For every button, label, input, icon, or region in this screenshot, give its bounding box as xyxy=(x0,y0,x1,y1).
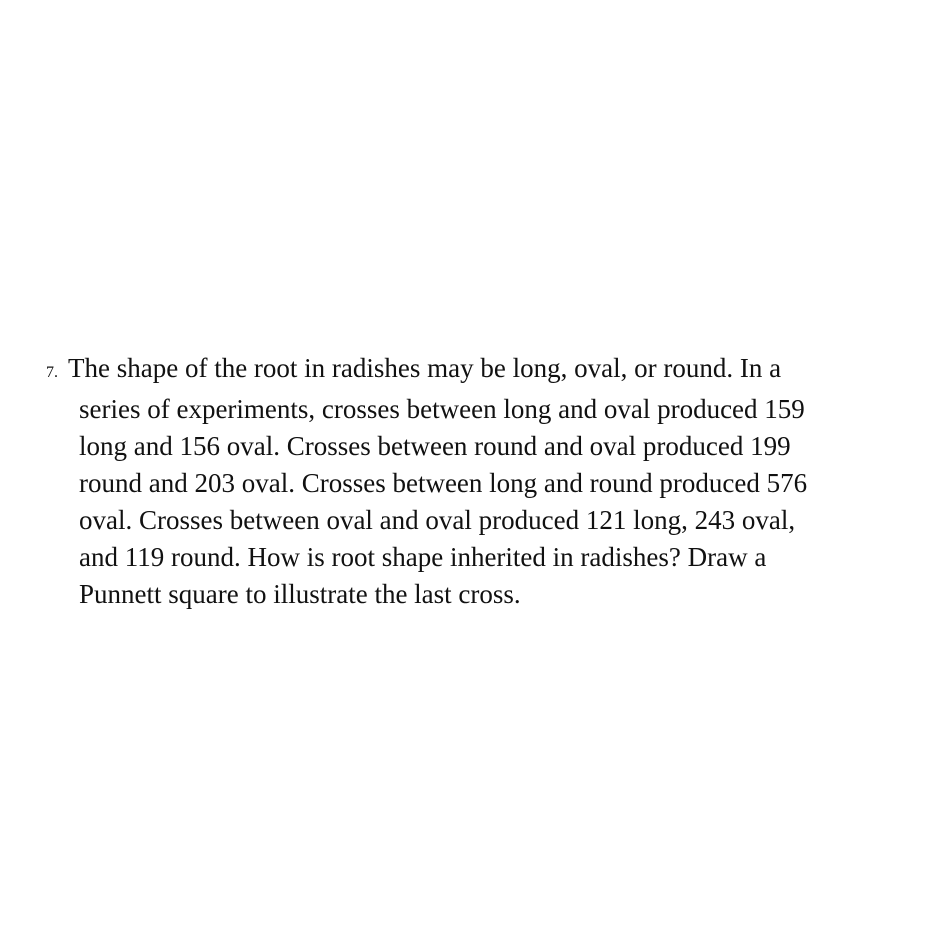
question-number: 7. xyxy=(46,364,58,381)
question-text-line: oval. Crosses between oval and oval produced 121 long, 243 oval, xyxy=(79,505,796,535)
question-text-line: round and 203 oval. Crosses between long and round produced 576 xyxy=(79,468,808,498)
question-first-line xyxy=(46,350,926,391)
question-text-line: Punnett square to illustrate the last cross. xyxy=(79,579,521,609)
question-text-line: series of experiments, crosses between long and oval produced 159 xyxy=(79,394,805,424)
question-text-line: The shape of the root in radishes may be long, oval, or round. In a xyxy=(68,353,782,383)
question-block xyxy=(46,350,926,613)
question-text-line: long and 156 oval. Crosses between round and oval produced 199 xyxy=(79,431,791,461)
question-text-line: and 119 round. How is root shape inherited in radishes? Draw a xyxy=(79,542,767,572)
